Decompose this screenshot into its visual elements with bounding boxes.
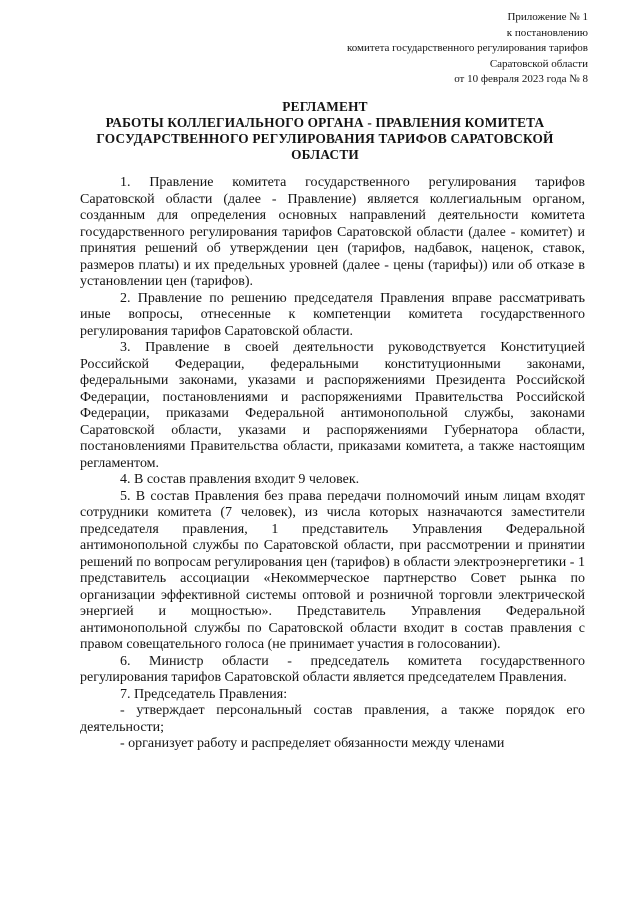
list-item: - организует работу и распределяет обязанности между членами <box>120 736 505 751</box>
annex-line: Саратовской области <box>489 57 588 70</box>
paragraph-4: 4. В состав правления входит 9 человек. <box>120 472 360 487</box>
paragraph-6: 6. Министр области - председатель комитета государственного регулирования тарифов Саратовской области является председателем Правления. <box>80 653 585 685</box>
document-body <box>80 175 585 753</box>
paragraph-1: 1. Правление комитета государственного регулирования тарифов Саратовской области (далее - Правление) является коллегиальным органом, созданным для определения основных направлений деятельности комитета государственного регулирования тарифов Саратовской области (далее - комитет) и принятия решений об утверждении цен (тарифов, надбавок, наценок, ставок, размеров платы) и их предельных уровней (далее - цены (тарифы)) или об отказе в установлении цен (тарифов). <box>80 175 585 289</box>
annex-line: от 10 февраля 2023 года № 8 <box>454 73 588 85</box>
title-line: ОБЛАСТИ <box>291 147 359 162</box>
paragraph-2: 2. Правление по решению председателя Правления вправе рассматривать иные вопросы, отнесенные к компетенции комитета государственного регулирования тарифов Саратовской области. <box>80 290 585 339</box>
document-title <box>90 99 560 163</box>
title-line: ГОСУДАРСТВЕННОГО РЕГУЛИРОВАНИЯ ТАРИФОВ САРАТОВСКОЙ <box>96 131 554 146</box>
annex-line: Приложение № 1 <box>507 11 588 23</box>
paragraph-3: 3. Правление в своей деятельности руководствуется Конституцией Российской Федерации, федеральными конституционными законами, федеральными законами, указами и распоряжениями Президента Российской Федерации, постановлениями и распоряжениями Правительства Российской Федерации, приказами Федеральной антимонопольной службы, законами Саратовской области, указами и распоряжениями Губернатора области, постановлениями Правительства области, приказами комитета, а также настоящим регламентом. <box>80 340 585 471</box>
paragraph-7: 7. Председатель Правления: <box>120 686 288 702</box>
annex-line: к постановлению <box>506 26 588 39</box>
list-item: - утверждает персональный состав правления, а также порядок его деятельности; <box>80 703 585 735</box>
title-line: РЕГЛАМЕНТ <box>282 99 368 114</box>
title-line: РАБОТЫ КОЛЛЕГИАЛЬНОГО ОРГАНА - ПРАВЛЕНИЯ КОМИТЕТА <box>105 115 545 130</box>
annex-line: комитета государственного регулирования тарифов <box>346 42 588 54</box>
annex-header <box>268 10 588 88</box>
paragraph-5: 5. В состав Правления без права передачи полномочий иным лицам входят сотрудники комитета (7 человек), из числа которых назначаются заместители председателя правления, 1 представитель Управления Федеральной антимонопольной службы по Саратовской области, при рассмотрении и принятии решений по вопросам регулирования цен (тарифов) в области электроэнергетики - 1 представитель ассоциации «Некоммерческое партнерство Совет рынка по организации эффективной системы оптовой и розничной торговли электрической энергией и мощностью». Представитель Управления Федеральной антимонопольной службы по Саратовской области входит в состав правления с правом совещательного голоса (не принимает участия в голосовании). <box>80 488 585 652</box>
